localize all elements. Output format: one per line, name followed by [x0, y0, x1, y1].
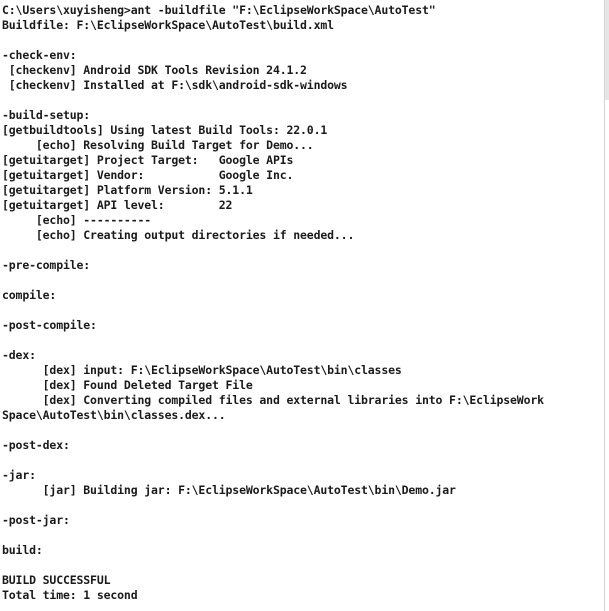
output-line: [getuitarget] Vendor: Google Inc. [2, 168, 294, 182]
output-line [2, 93, 544, 108]
output-line: -dex: [2, 348, 36, 362]
output-line: [getbuildtools] Using latest Build Tools: 22.0.1 [2, 123, 328, 137]
output-line: compile: [2, 288, 57, 302]
command-line: C:\Users\xuyisheng>ant -buildfile "F:\EclipseWorkSpace\AutoTest" [2, 3, 436, 17]
output-line [2, 558, 544, 573]
output-line: -post-jar: [2, 513, 70, 527]
output-line [2, 453, 544, 468]
output-line [2, 303, 544, 318]
output-line [2, 273, 544, 288]
output-line: -check-env: [2, 48, 77, 62]
output-line: [checkenv] Android SDK Tools Revision 24.1.2 [2, 63, 307, 77]
output-line [2, 243, 544, 258]
output-line: [checkenv] Installed at F:\sdk\android-sdk-windows [2, 78, 348, 92]
output-line: [dex] input: F:\EclipseWorkSpace\AutoTest\bin\classes [2, 363, 402, 377]
output-line: -build-setup: [2, 108, 91, 122]
output-line [2, 528, 544, 543]
output-line [2, 33, 544, 48]
output-line: -jar: [2, 468, 36, 482]
output-line: Buildfile: F:\EclipseWorkSpace\AutoTest\build.xml [2, 18, 334, 32]
total-time-line: Total time: 1 second [2, 588, 138, 602]
output-line: Space\AutoTest\bin\classes.dex... [2, 408, 226, 422]
output-line [2, 333, 544, 348]
output-line: [jar] Building jar: F:\EclipseWorkSpace\AutoTest\bin\Demo.jar [2, 483, 456, 497]
output-line: [getuitarget] Project Target: Google APIs [2, 153, 294, 167]
output-line: [echo] Resolving Build Target for Demo... [2, 138, 314, 152]
output-line: [dex] Converting compiled files and external libraries into F:\EclipseWork [2, 393, 544, 407]
output-line: build: [2, 543, 43, 557]
output-line: -pre-compile: [2, 258, 91, 272]
output-line: [echo] Creating output directories if needed... [2, 228, 355, 242]
build-status-line: BUILD SUCCESSFUL [2, 573, 111, 587]
output-line: [dex] Found Deleted Target File [2, 378, 253, 392]
output-line: [getuitarget] API level: 22 [2, 198, 233, 212]
output-line [2, 423, 544, 438]
output-line: -post-dex: [2, 438, 70, 452]
output-line: [echo] ---------- [2, 213, 152, 227]
vertical-scrollbar[interactable] [604, 0, 609, 611]
output-line: [getuitarget] Platform Version: 5.1.1 [2, 183, 253, 197]
output-line [2, 498, 544, 513]
scrollbar-thumb[interactable] [605, 0, 609, 100]
console-output [2, 3, 544, 603]
output-line: -post-compile: [2, 318, 97, 332]
